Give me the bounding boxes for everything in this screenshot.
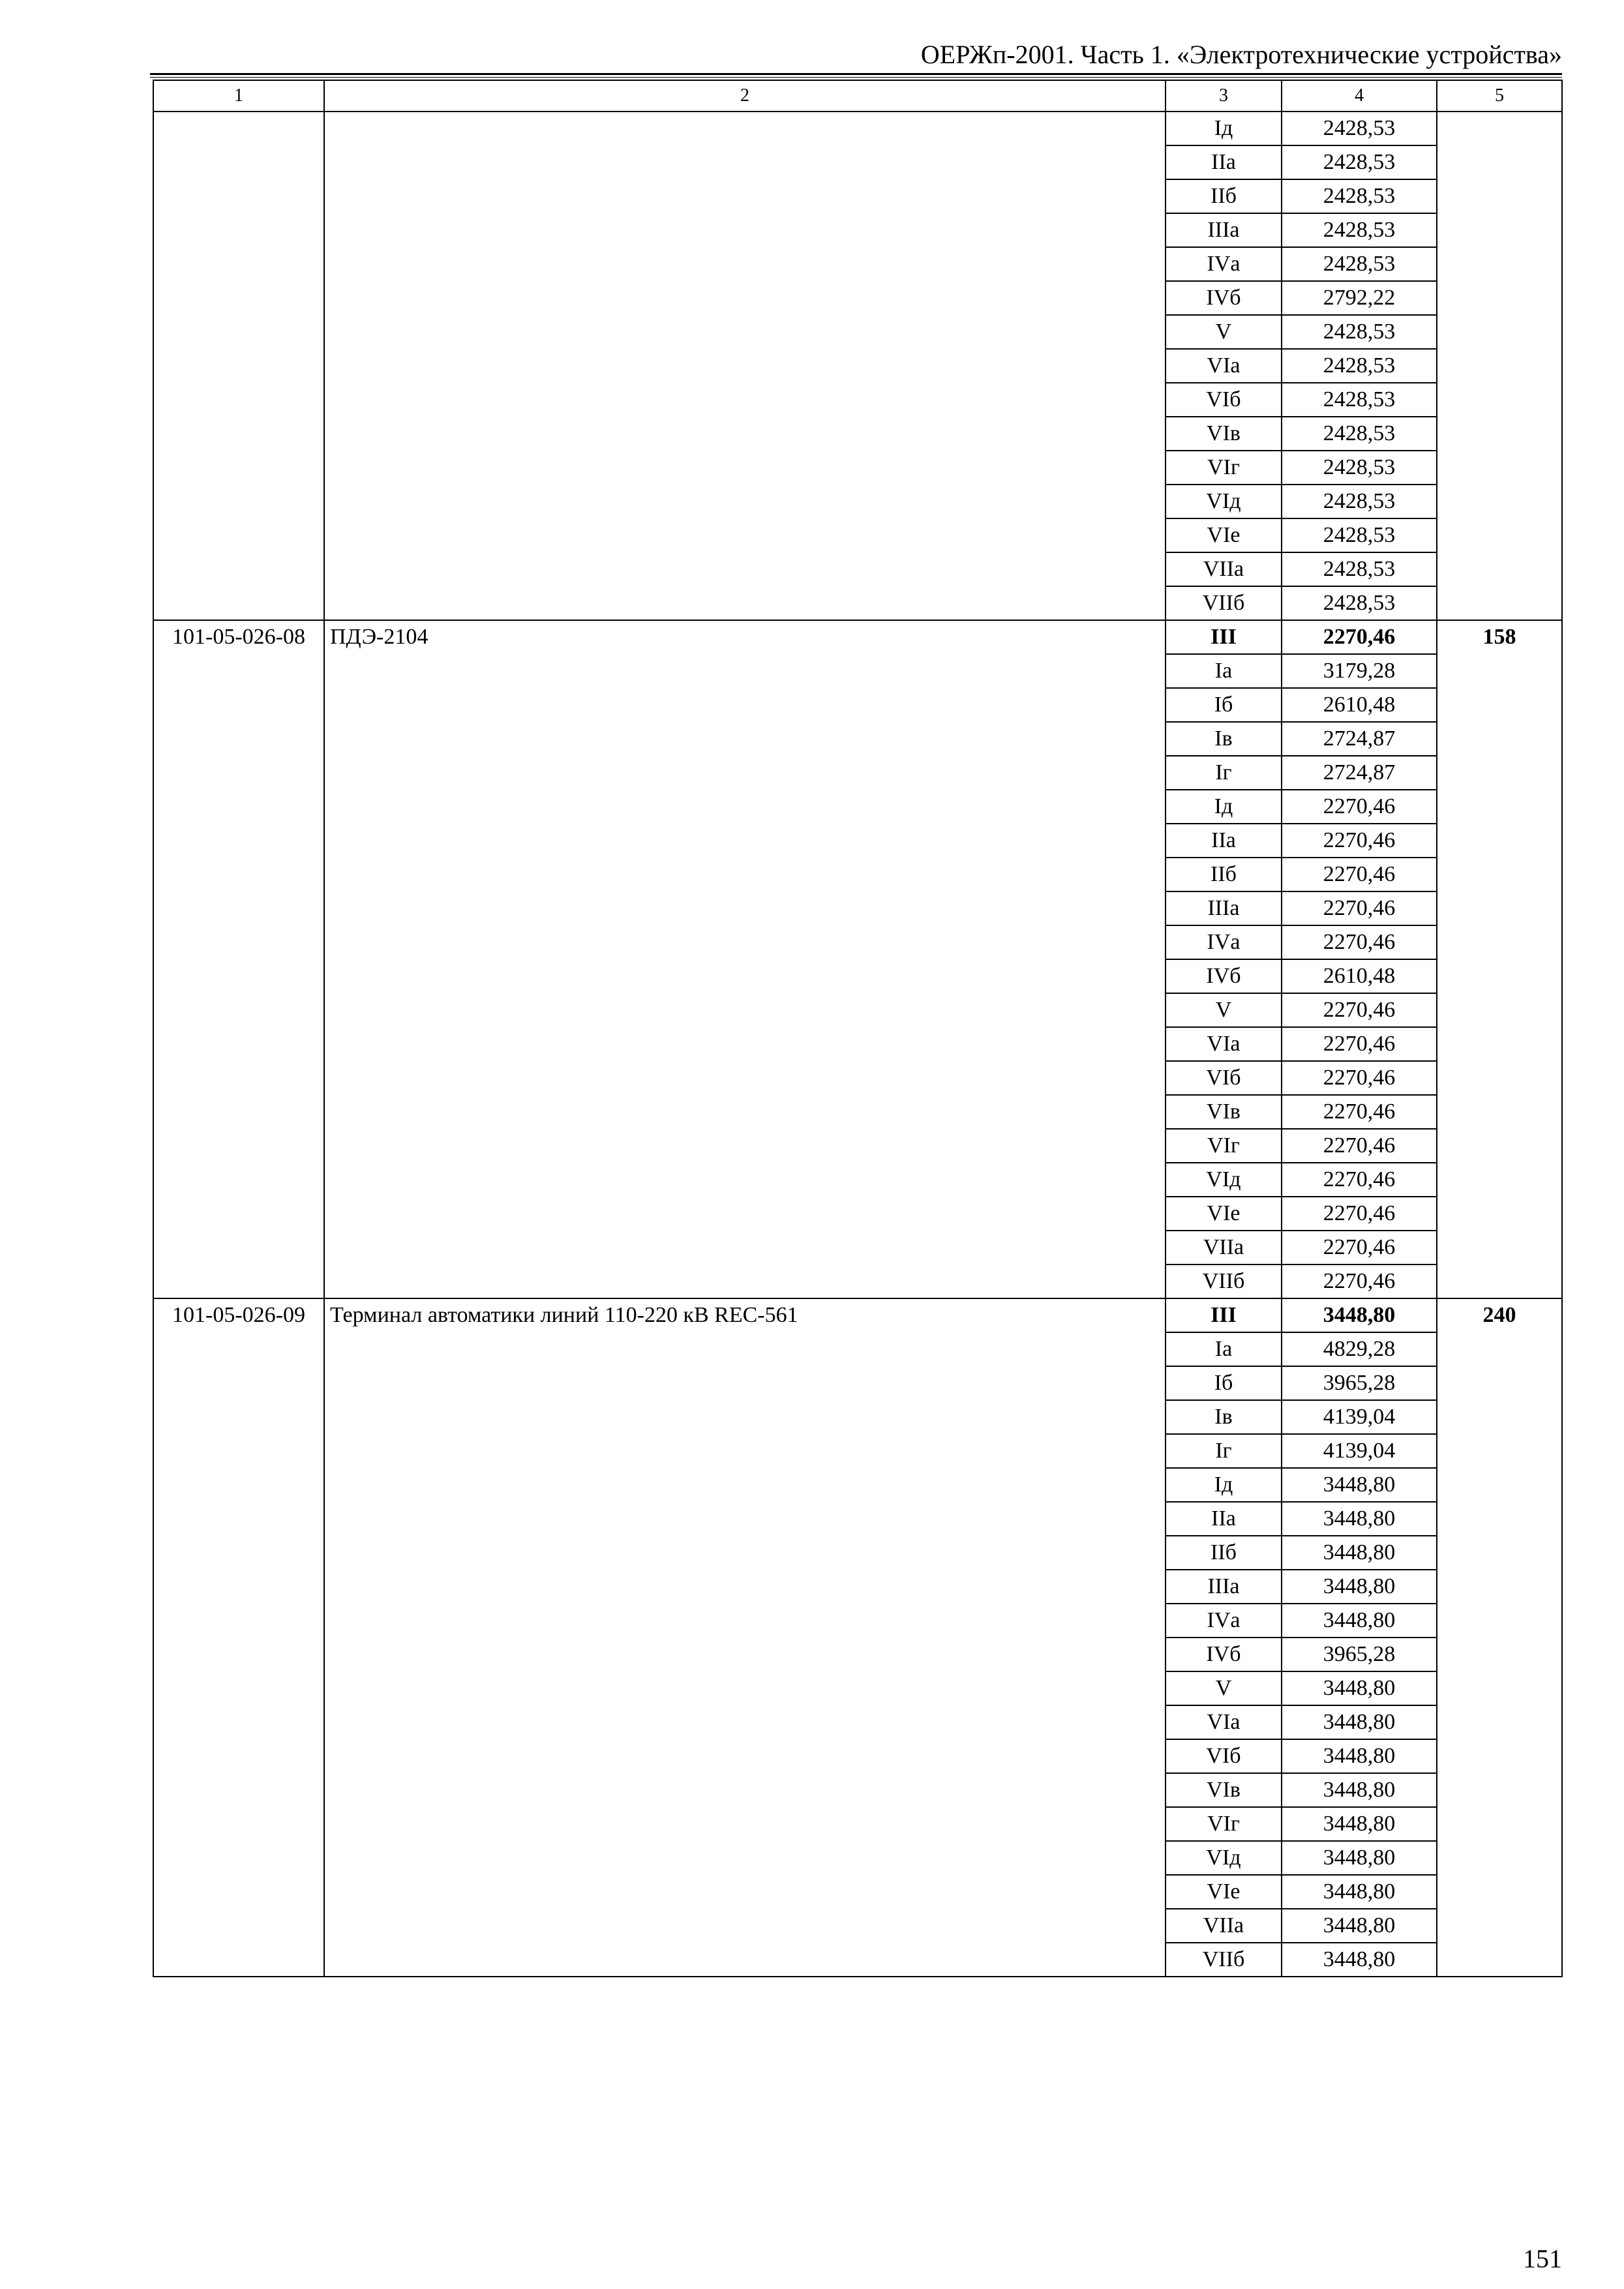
value-cell: 3448,80 [1282, 1604, 1437, 1638]
header-rule-thin [150, 77, 1562, 78]
value-cell: 2270,46 [1282, 1095, 1437, 1129]
category-cell: Iг [1165, 756, 1282, 790]
value-cell: 2428,53 [1282, 213, 1437, 247]
category-cell: VIд [1165, 485, 1282, 518]
category-cell: Iв [1165, 722, 1282, 756]
value-cell: 2270,46 [1282, 1027, 1437, 1061]
value-cell: 4829,28 [1282, 1332, 1437, 1366]
value-cell: 3448,80 [1282, 1773, 1437, 1807]
value-cell: 3448,80 [1282, 1536, 1437, 1570]
item-name: ПДЭ-2104 [324, 620, 1165, 1298]
category-cell: VIIа [1165, 1909, 1282, 1943]
category-cell: VIд [1165, 1841, 1282, 1875]
value-cell: 2428,53 [1282, 247, 1437, 281]
value-cell: 2428,53 [1282, 417, 1437, 451]
value-cell: 2724,87 [1282, 722, 1437, 756]
value-cell: 2270,46 [1282, 925, 1437, 959]
value-cell: 3448,80 [1282, 1570, 1437, 1604]
value-cell: 3448,80 [1282, 1909, 1437, 1943]
value-cell: 3448,80 [1282, 1807, 1437, 1841]
category-cell: IIб [1165, 179, 1282, 213]
value-cell: 3448,80 [1282, 1468, 1437, 1502]
value-cell: 4139,04 [1282, 1434, 1437, 1468]
category-cell: VIIа [1165, 1231, 1282, 1264]
category-cell: Iд [1165, 112, 1282, 145]
category-cell: VIг [1165, 1129, 1282, 1163]
value-cell: 2428,53 [1282, 485, 1437, 518]
column-number: 4 [1282, 80, 1437, 112]
category-cell: VIб [1165, 1739, 1282, 1773]
table-body [153, 80, 1562, 1977]
category-cell: Iд [1165, 790, 1282, 824]
category-cell: V [1165, 315, 1282, 349]
value-cell: 3448,80 [1282, 1502, 1437, 1536]
value-cell: 4139,04 [1282, 1400, 1437, 1434]
page-number: 151 [1523, 2244, 1562, 2273]
value-cell: 2428,53 [1282, 315, 1437, 349]
category-cell: V [1165, 1671, 1282, 1705]
value-cell: 2428,53 [1282, 179, 1437, 213]
category-cell: IVб [1165, 1638, 1282, 1671]
category-cell: IIIа [1165, 213, 1282, 247]
value-cell: 2610,48 [1282, 959, 1437, 993]
category-cell: IIб [1165, 1536, 1282, 1570]
category-cell: VIе [1165, 518, 1282, 552]
value-cell: 3448,80 [1282, 1739, 1437, 1773]
item-unit-number: 240 [1437, 1298, 1562, 1977]
category-cell: Iа [1165, 1332, 1282, 1366]
item-code: 101-05-026-09 [153, 1298, 324, 1977]
value-cell: 2270,46 [1282, 1129, 1437, 1163]
value-cell: 2428,53 [1282, 518, 1437, 552]
value-cell: 2270,46 [1282, 790, 1437, 824]
category-cell: IVб [1165, 959, 1282, 993]
category-cell: IVа [1165, 247, 1282, 281]
value-cell: 2428,53 [1282, 586, 1437, 620]
category-cell: VIа [1165, 1705, 1282, 1739]
value-cell: 2270,46 [1282, 1061, 1437, 1095]
category-cell: VIIа [1165, 552, 1282, 586]
value-cell: 2270,46 [1282, 1264, 1437, 1298]
category-cell: VIIб [1165, 1264, 1282, 1298]
category-cell: IIб [1165, 858, 1282, 891]
value-cell: 2610,48 [1282, 688, 1437, 722]
category-cell: VIб [1165, 1061, 1282, 1095]
price-table [153, 80, 1563, 1977]
item-name [324, 112, 1165, 620]
column-number: 5 [1437, 80, 1562, 112]
category-cell: VIг [1165, 1807, 1282, 1841]
category-cell: VIе [1165, 1875, 1282, 1909]
category-cell: IVа [1165, 925, 1282, 959]
value-cell: 2428,53 [1282, 552, 1437, 586]
category-cell: IVа [1165, 1604, 1282, 1638]
item-code [153, 112, 324, 620]
column-number: 1 [153, 80, 324, 112]
table-row [153, 620, 1562, 654]
category-cell: Iб [1165, 688, 1282, 722]
category-cell: VIа [1165, 349, 1282, 383]
value-cell: 2724,87 [1282, 756, 1437, 790]
value-cell: 3448,80 [1282, 1705, 1437, 1739]
item-name: Терминал автоматики линий 110-220 кВ REC-561 [324, 1298, 1165, 1977]
value-cell: 2270,46 [1282, 993, 1437, 1027]
category-cell: VIIб [1165, 1943, 1282, 1977]
category-cell: V [1165, 993, 1282, 1027]
value-cell: 3448,80 [1282, 1943, 1437, 1977]
value-cell: 3448,80 [1282, 1841, 1437, 1875]
category-cell: VIе [1165, 1197, 1282, 1231]
category-cell: III [1165, 1298, 1282, 1332]
table-row [153, 1298, 1562, 1332]
table-row [153, 112, 1562, 145]
category-cell: Iв [1165, 1400, 1282, 1434]
value-cell: 2792,22 [1282, 281, 1437, 315]
category-cell: VIв [1165, 417, 1282, 451]
value-cell: 2270,46 [1282, 891, 1437, 925]
category-cell: VIб [1165, 383, 1282, 417]
value-cell: 2270,46 [1282, 824, 1437, 858]
value-cell: 2270,46 [1282, 858, 1437, 891]
category-cell: VIг [1165, 451, 1282, 485]
item-unit-number: 158 [1437, 620, 1562, 1298]
value-cell: 3965,28 [1282, 1638, 1437, 1671]
value-cell: 2428,53 [1282, 383, 1437, 417]
column-number: 3 [1165, 80, 1282, 112]
value-cell: 2270,46 [1282, 620, 1437, 654]
category-cell: Iа [1165, 654, 1282, 688]
header-rule [150, 73, 1562, 75]
category-cell: VIв [1165, 1773, 1282, 1807]
category-cell: Iб [1165, 1366, 1282, 1400]
page-header-title: ОЕРЖп-2001. Часть 1. «Электротехнические устройства» [920, 40, 1562, 69]
value-cell: 3448,80 [1282, 1298, 1437, 1332]
value-cell: 3179,28 [1282, 654, 1437, 688]
column-number: 2 [324, 80, 1165, 112]
category-cell: IIа [1165, 1502, 1282, 1536]
category-cell: IIа [1165, 145, 1282, 179]
category-cell: Iд [1165, 1468, 1282, 1502]
value-cell: 2428,53 [1282, 145, 1437, 179]
category-cell: VIа [1165, 1027, 1282, 1061]
category-cell: VIв [1165, 1095, 1282, 1129]
value-cell: 2270,46 [1282, 1163, 1437, 1197]
category-cell: IIIа [1165, 891, 1282, 925]
item-code: 101-05-026-08 [153, 620, 324, 1298]
value-cell: 3965,28 [1282, 1366, 1437, 1400]
value-cell: 3448,80 [1282, 1875, 1437, 1909]
category-cell: IIа [1165, 824, 1282, 858]
category-cell: III [1165, 620, 1282, 654]
category-cell: VIIб [1165, 586, 1282, 620]
item-unit-number [1437, 112, 1562, 620]
category-cell: VIд [1165, 1163, 1282, 1197]
value-cell: 2428,53 [1282, 451, 1437, 485]
value-cell: 2270,46 [1282, 1197, 1437, 1231]
column-number-row [153, 80, 1562, 112]
category-cell: IVб [1165, 281, 1282, 315]
value-cell: 3448,80 [1282, 1671, 1437, 1705]
category-cell: Iг [1165, 1434, 1282, 1468]
value-cell: 2428,53 [1282, 349, 1437, 383]
value-cell: 2270,46 [1282, 1231, 1437, 1264]
category-cell: IIIа [1165, 1570, 1282, 1604]
value-cell: 2428,53 [1282, 112, 1437, 145]
